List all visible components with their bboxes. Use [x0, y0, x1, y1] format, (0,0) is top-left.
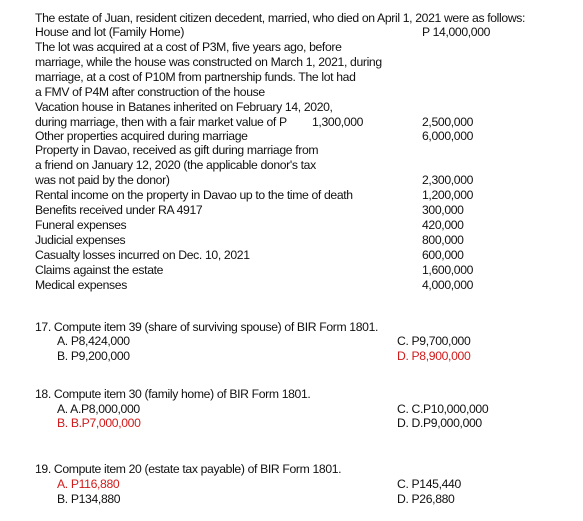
item-note-line-3: marriage, at a cost of P10M from partnership funds. The lot had [35, 70, 356, 84]
question-19-stem: 19. Compute item 20 (estate tax payable) of BIR Form 1801. [35, 462, 342, 476]
item-note-line-2: marriage, while the house was constructed on March 1, 2021, during [35, 55, 382, 69]
item-vacation-house-line-1: Vacation house in Batanes inherited on February 14, 2020, [35, 100, 333, 114]
question-19-choice-d: D. P26,880 [397, 492, 455, 506]
question-19-choice-a-correct: A. P116,880 [57, 477, 120, 491]
item-vacation-house-line-2: during marriage, then with a fair market value of P [35, 115, 287, 129]
item-medical-label: Medical expenses [35, 278, 127, 292]
item-claims-label: Claims against the estate [35, 263, 164, 277]
item-claims-amount: 1,600,000 [422, 263, 474, 277]
question-17-choice-a: A. P8,424,000 [57, 334, 130, 348]
question-19-choice-b: B. P134,880 [57, 492, 121, 506]
item-davao-amount: 2,300,000 [422, 173, 474, 187]
question-17-choice-b: B. P9,200,000 [57, 349, 130, 363]
question-17-stem: 17. Compute item 39 (share of surviving spouse) of BIR Form 1801. [35, 320, 379, 334]
question-17-choice-c: C. P9,700,000 [397, 334, 471, 348]
item-vacation-house-fmv: 1,300,000 [312, 115, 364, 129]
item-davao-line-3: was not paid by the donor) [35, 173, 170, 187]
question-18-choice-d: D. D.P9,000,000 [397, 416, 482, 430]
question-18-choice-b-correct: B. B.P7,000,000 [57, 416, 141, 430]
question-18-choice-a: A. A.P8,000,000 [57, 402, 140, 416]
item-funeral-amount: 420,000 [422, 218, 464, 232]
question-18-stem: 18. Compute item 30 (family home) of BIR Form 1801. [35, 387, 311, 401]
item-davao-line-1: Property in Davao, received as gift during marriage from [35, 143, 319, 157]
question-19-choice-c: C. P145,440 [397, 477, 461, 491]
item-family-home-label: House and lot (Family Home) [35, 25, 185, 39]
item-benefits-amount: 300,000 [422, 203, 464, 217]
item-benefits-label: Benefits received under RA 4917 [35, 203, 203, 217]
item-other-properties-label: Other properties acquired during marriage [35, 129, 248, 143]
item-note-line-4: a FMV of P4M after construction of the house [35, 85, 265, 99]
item-family-home-amount: P 14,000,000 [422, 25, 491, 39]
question-18-choice-c: C. C.P10,000,000 [397, 402, 489, 416]
item-medical-amount: 4,000,000 [422, 278, 474, 292]
item-other-properties-amount: 6,000,000 [422, 129, 474, 143]
item-judicial-label: Judicial expenses [35, 233, 126, 247]
problem-intro: The estate of Juan, resident citizen decedent, married, who died on April 1, 2021 were as follows: [35, 11, 526, 25]
item-note-line-1: The lot was acquired at a cost of P3M, five years ago, before [35, 40, 342, 54]
question-17-choice-d-correct: D. P8,900,000 [397, 349, 471, 363]
item-davao-line-2: a friend on January 12, 2020 (the applicable donor's tax [35, 158, 316, 172]
item-vacation-house-amount: 2,500,000 [422, 115, 474, 129]
item-rental-income-amount: 1,200,000 [422, 188, 474, 202]
item-casualty-label: Casualty losses incurred on Dec. 10, 2021 [35, 248, 250, 262]
item-casualty-amount: 600,000 [422, 248, 464, 262]
item-judicial-amount: 800,000 [422, 233, 464, 247]
item-rental-income-label: Rental income on the property in Davao up to the time of death [35, 188, 353, 202]
item-funeral-label: Funeral expenses [35, 218, 127, 232]
